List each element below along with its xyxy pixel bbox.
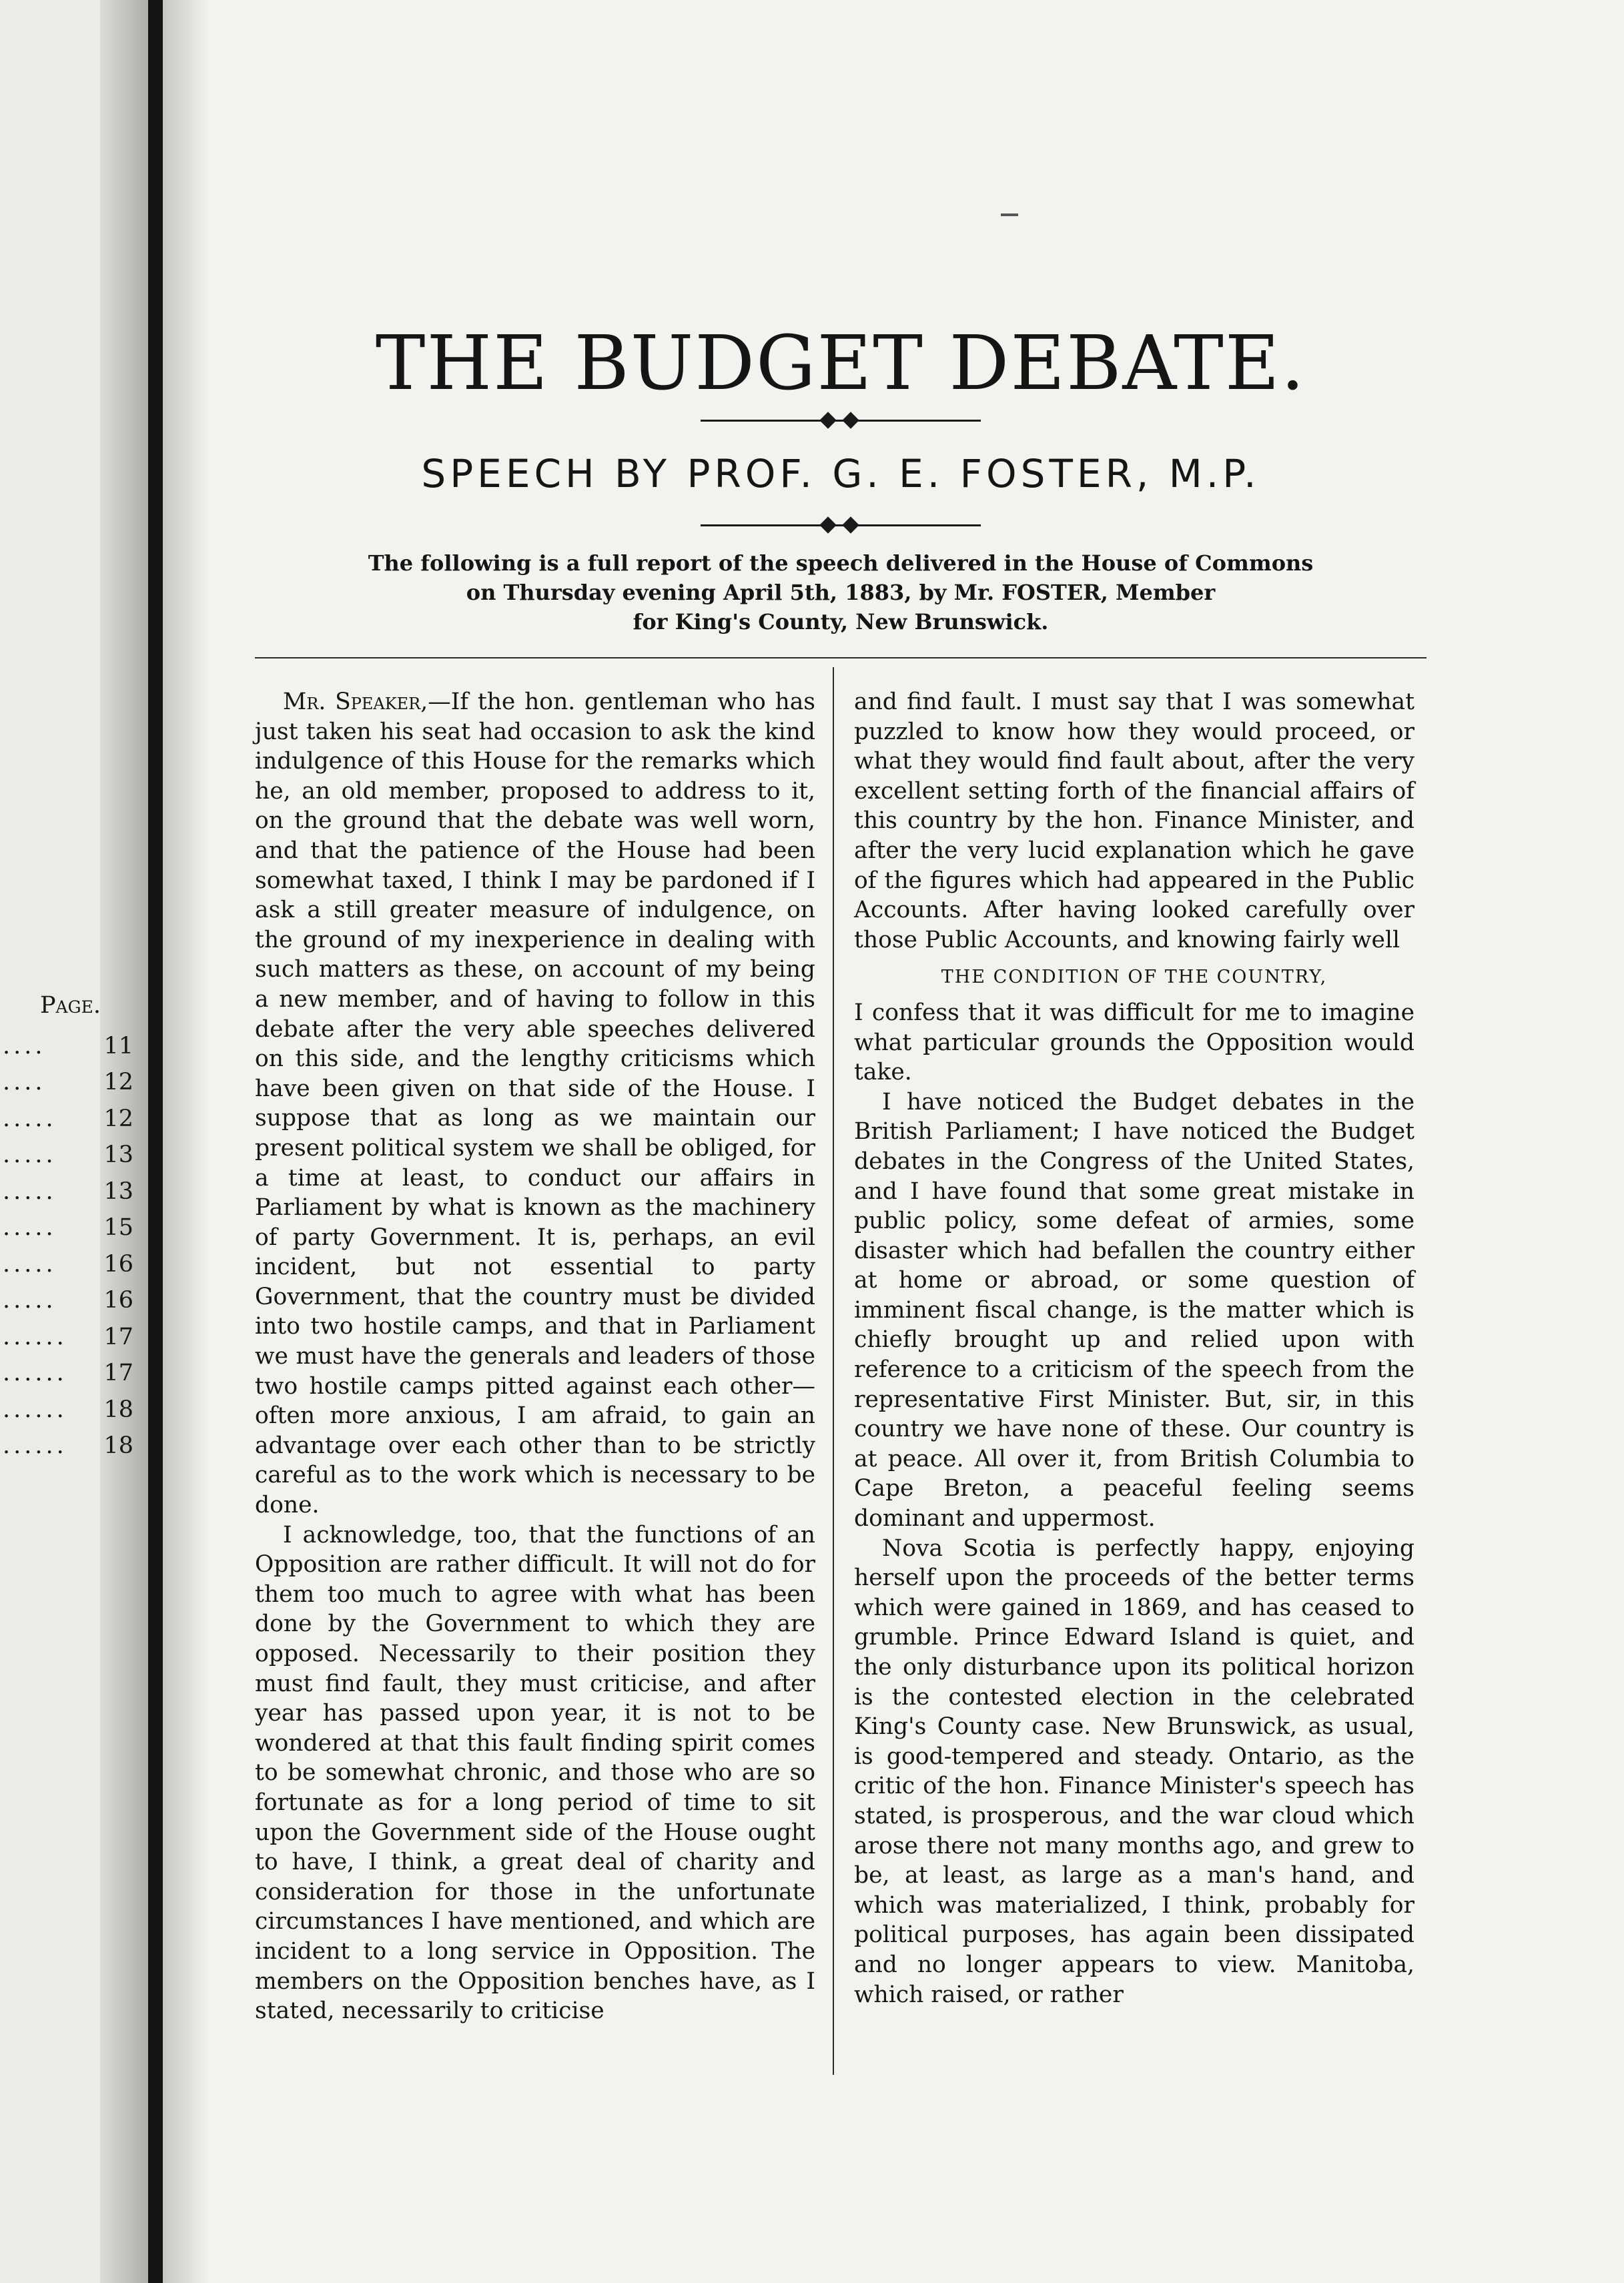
paragraph: and find fault. I must say that I was somewhat puzzled to know how they would proceed, or what they would find fault about, after the very excellent setting forth of the financial affairs of this country by the hon. Finance Minister, and after the very lucid explanation which he gave of the figures which had appeared in the Public Accounts. After having looked carefully over those Public Accounts, and knowing fairly well [854,689,1414,953]
toc-leader-dots: ...... [3,1360,67,1386]
toc-page-number: 18 [103,1396,133,1423]
right-column [854,687,1414,2009]
toc-page-number: 12 [103,1105,133,1132]
paragraph: Nova Scotia is perfectly happy, enjoying herself upon the proceeds of the better terms which were gained in 1869, and has ceased to grumble. Prince Edward Island is quiet, and the only disturbance upon its political horizon is the contested election in the celebrated King's County case. New Brunswick, as usual, is good-tempered and steady. Ontario, as the critic of the hon. Finance Minister's speech has stated, is prosperous, and the war cloud which arose there not many months ago, and grew to be, at least, as large as a man's hand, and which was materialized, I think, probably for political purposes, has again been dissipated and no longer appears to view. Manitoba, which raised, or rather [854,1534,1414,2008]
paragraph-text: —If the hon. gentleman who has just taken his seat had occasion to ask the kind indulgence of this House for the remarks which he, an old member, proposed to address to it, on the ground that the debate was well worn, and that the patience of the House had been somewhat taxed, I think I may be pardoned if I ask a still greater measure of indulgence, on the ground of my inexperience in dealing with such matters as these, on account of my being a new member, and of having to follow in this debate after the very able speeches delivered on this side, and the lengthy criticisms which have been given on that side of the House. I suppose that as long as we maintain our present political system we shall be obliged, for a time at least, to conduct our affairs in Parliament by what is known as the machinery of party Government. It is, perhaps, an evil incident, but not essential to party Government, that the country must be divided into two hostile camps, and that in Parliament we must have the generals and leaders of those two hostile camps pitted against each other—often more anxious, I am afraid, to gain an advantage over each other than to be strictly careful as to the work which is necessary to be done. [255,689,815,1519]
title-ornament [701,410,981,430]
toc-page-number: 11 [103,1032,133,1059]
toc-page-number: 13 [103,1142,133,1168]
toc-row [0,1028,140,1065]
toc-leader-dots: ..... [3,1287,57,1314]
toc-row [0,1210,140,1246]
toc-row [0,1428,140,1464]
left-column [255,687,815,2026]
toc-row [0,1101,140,1137]
paragraph: I acknowledge, too, that the functions of an Opposition are rather difficult. It will not do for them too much to agree with what has been done by the Government to which they are opposed. Necessarily to their position they must find fault, they must criticise, and after year has passed upon year, it is not to be wondered at that this fault finding spirit comes to be somewhat chronic, and those who are so fortunate as for a long period of time to sit upon the Government side of the House ought to have, I think, a great deal of charity and consideration for those in the unfortunate circumstances I have mentioned, and which are incident to a long service in Opposition. The members on the Opposition benches have, as I stated, necessarily to criticise [255,1521,815,2025]
toc-page-number: 16 [103,1250,133,1278]
ink-mark [1001,213,1018,216]
toc-page-number: 15 [103,1214,133,1241]
toc-leader-dots: ..... [3,1178,57,1205]
paragraph [255,687,815,1520]
toc-row [0,1355,140,1392]
toc-page-number: 17 [103,1323,133,1350]
toc-page-number: 12 [103,1069,133,1095]
toc-leader-dots: .... [3,1069,46,1095]
toc-row [0,1174,140,1210]
intro-line: The following is a full report of the speech delivered in the House of Commons [368,550,1314,576]
intro-note [240,548,1441,636]
toc-row [0,1246,140,1283]
toc-leader-dots: ...... [3,1432,67,1459]
toc-leader-dots: ..... [3,1105,57,1132]
toc-row [0,1319,140,1356]
gutter-shadow [163,0,210,2283]
book-spine [148,0,163,2283]
intro-line: on Thursday evening April 5th, 1883, by Mr. FOSTER, Member [466,580,1216,605]
toc-page-number: 13 [103,1178,133,1205]
table-of-contents-fragment [0,987,140,1464]
subtitle-ornament [701,515,981,535]
page-title: THE BUDGET DEBATE. [375,320,1306,407]
toc-heading: Page. [40,992,101,1019]
toc-page-number: 18 [103,1432,133,1459]
toc-leader-dots: ..... [3,1214,57,1241]
toc-rows [0,1028,140,1464]
paragraph: I confess that it was difficult for me to imagine what particular grounds the Opposition would take. [854,999,1414,1086]
column-divider [833,667,834,2075]
section-subhead: THE CONDITION OF THE COUNTRY, [941,967,1328,988]
toc-row [0,1064,140,1101]
toc-leader-dots: ...... [3,1323,67,1350]
subtitle: SPEECH BY PROF. G. E. FOSTER, M.P. [421,451,1260,496]
intro-line: for King's County, New Brunswick. [633,609,1049,634]
toc-row [0,1282,140,1319]
speaker-label: Mr. Speaker, [283,689,428,715]
toc-leader-dots: ...... [3,1396,67,1423]
toc-row [0,1392,140,1428]
toc-row [0,1137,140,1174]
toc-leader-dots: .... [3,1032,46,1059]
toc-page-number: 16 [103,1287,133,1314]
toc-leader-dots: ..... [3,1142,57,1168]
toc-page-number: 17 [103,1360,133,1386]
toc-leader-dots: ..... [3,1250,57,1278]
paragraph: I have noticed the Budget debates in the British Parliament; I have noticed the Budget debates in the Congress of the United States, and I have found that some great mistake in public policy, some defeat of armies, some disaster which had befallen the country either at home or abroad, or some question of imminent fiscal change, is the matter which is chiefly brought up and relied upon with reference to a criticism of the speech from the representative First Minister. But, sir, in this country we have none of these. Our country is at peace. All over it, from British Columbia to Cape Breton, a peaceful feeling seems dominant and uppermost. [854,1088,1414,1532]
horizontal-rule [255,657,1427,658]
